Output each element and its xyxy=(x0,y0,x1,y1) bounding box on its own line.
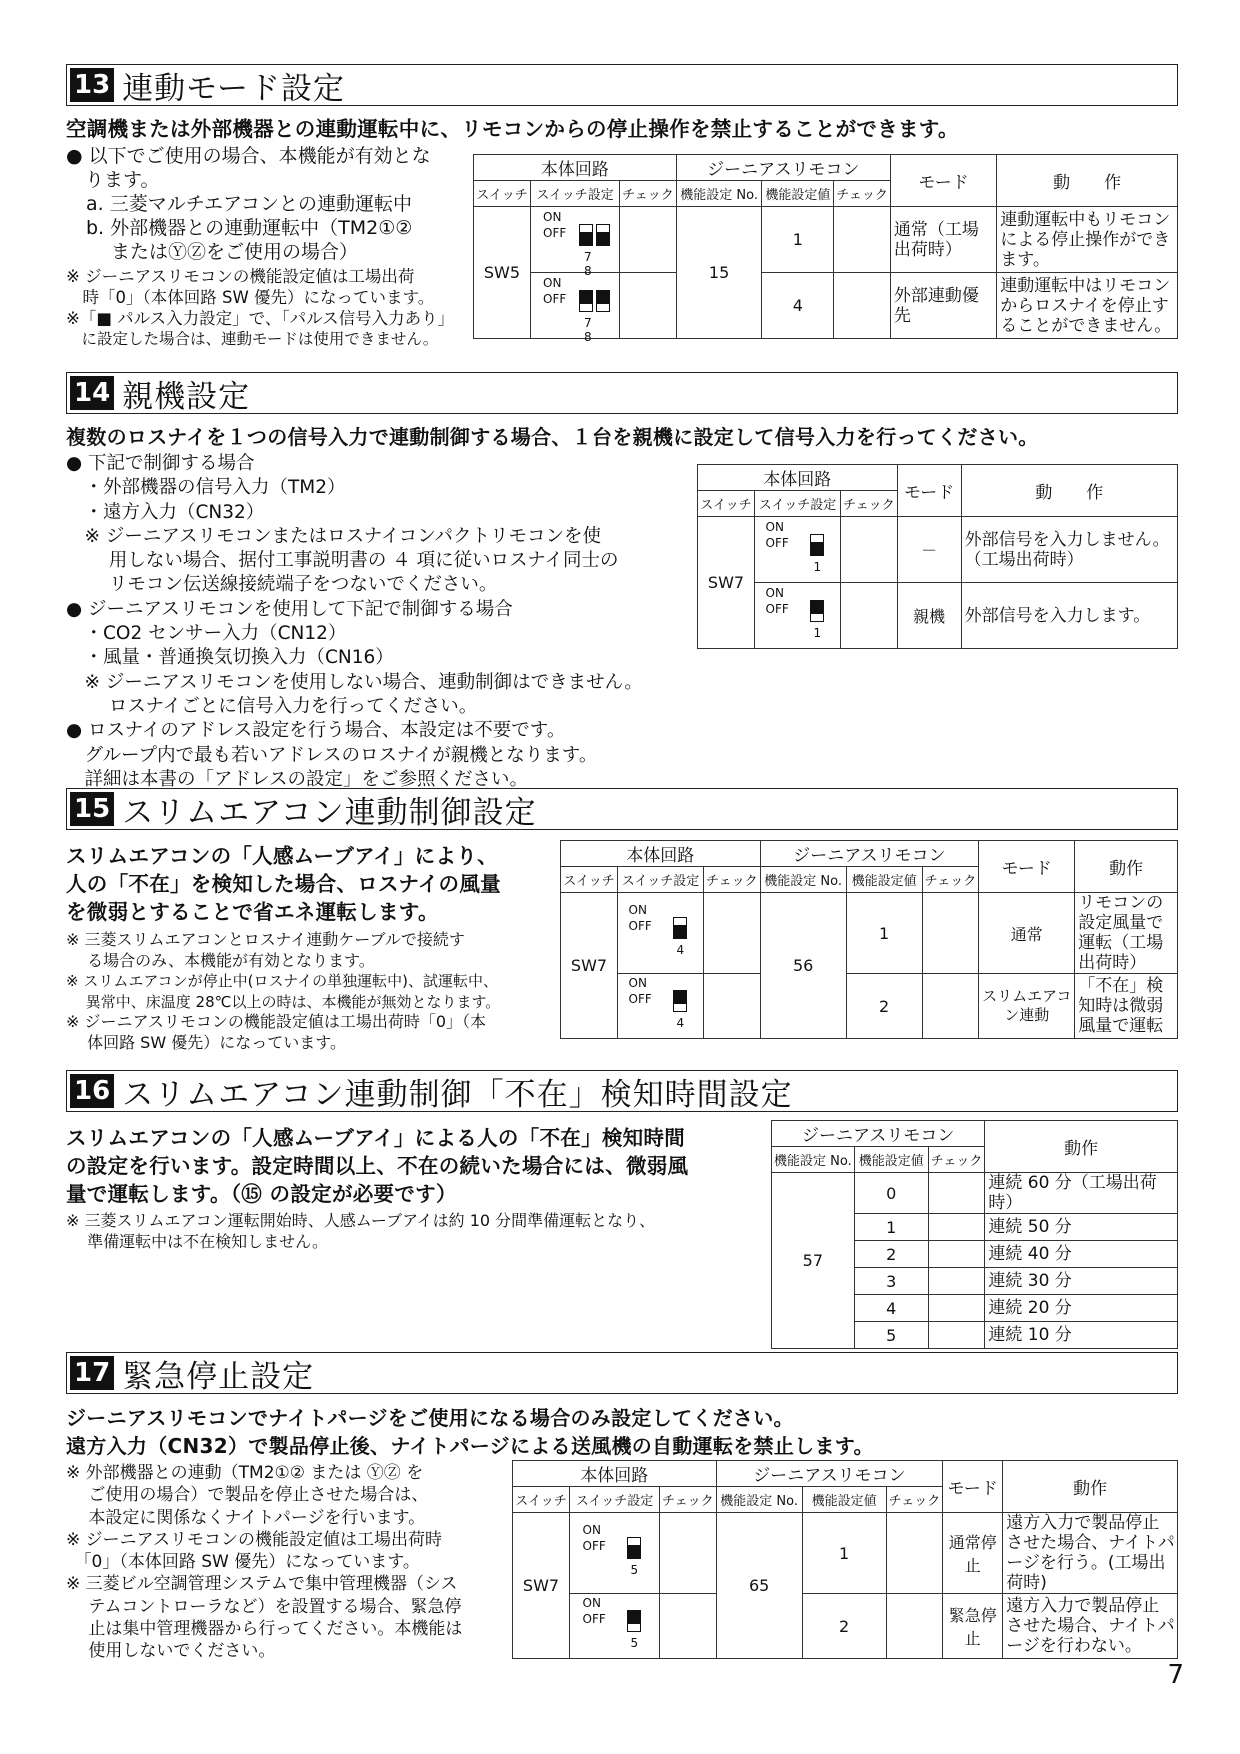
func-no-cell: 57 xyxy=(772,1173,855,1349)
header-body-circuit: 本体回路 xyxy=(474,155,677,181)
note-line: 止は集中管理機器から行ってください。本機能は xyxy=(66,1619,463,1640)
note-line: ※ 三菱スリムエアコンとロスナイ連動ケーブルで接続す xyxy=(66,930,465,949)
func-value-cell: 2 xyxy=(802,1594,886,1659)
section-14-table xyxy=(697,464,1178,649)
check-cell xyxy=(922,974,979,1039)
text-line: ● ロスナイのアドレス設定を行う場合、本設定は不要です。 xyxy=(66,720,566,742)
check-cell xyxy=(928,1214,985,1241)
note-line: ※ 外部機器との連動（TM2①② または ⓎⓏ を xyxy=(66,1463,424,1483)
dip-on-label: ON xyxy=(765,519,784,534)
dip-switch xyxy=(618,974,704,1039)
text-line: ロスナイごとに信号入力を行ってください。 xyxy=(66,695,478,717)
note-line: ※ ジーニアスリモコンの機能設定値は工場出荷時 xyxy=(66,1529,442,1550)
dip-lever xyxy=(579,290,593,312)
header-switch-setting: スイッチ設定 xyxy=(618,867,704,893)
check-cell xyxy=(922,893,979,974)
section-15-header xyxy=(66,788,1178,830)
mode-cell: 通常（工場出荷時） xyxy=(890,207,996,273)
header-func-no: 機能設定 No. xyxy=(760,867,846,893)
item-line: またはⓎⓏをご使用の場合） xyxy=(86,241,359,263)
dip-lever xyxy=(627,1537,641,1559)
dip-on-label: ON xyxy=(582,1596,601,1610)
dip-pin-number: 1 xyxy=(813,625,822,640)
check-cell xyxy=(660,1594,717,1659)
text-line: ※ ジーニアスリモコンまたはロスナイコンパクトリモコンを使 xyxy=(66,525,601,547)
section-15-table xyxy=(560,840,1178,1039)
header-check: チェック xyxy=(704,867,761,893)
mode-cell: スリムエアコン連動 xyxy=(979,974,1075,1039)
check-cell xyxy=(886,1513,943,1594)
section-title: 緊急停止設定 xyxy=(122,1358,315,1395)
header-check: チェック xyxy=(928,1147,985,1173)
lead-line: ジーニアスリモコンでナイトパージをご使用になる場合のみ設定してください。 xyxy=(66,1406,794,1430)
section-number: 14 xyxy=(70,376,114,410)
action-cell: 連続 10 分 xyxy=(985,1322,1178,1349)
text-line: ・遠方入力（CN32） xyxy=(66,501,265,523)
section-16-header xyxy=(66,1070,1178,1112)
func-value-cell: 4 xyxy=(762,273,834,339)
dip-on-label: ON xyxy=(628,903,647,917)
dip-lever xyxy=(627,1610,641,1632)
dip-switch xyxy=(530,207,619,278)
check-cell xyxy=(620,207,677,273)
section-number: 13 xyxy=(70,68,114,102)
section-14-body xyxy=(66,452,696,792)
header-switch-setting: スイッチ設定 xyxy=(530,181,619,207)
section-title: 連動モード設定 xyxy=(122,70,345,107)
section-number: 16 xyxy=(70,1074,114,1108)
action-cell: 遠方入力で製品停止させた場合、ナイトパージを行わない。 xyxy=(1003,1594,1178,1659)
section-16-lead xyxy=(66,1124,766,1208)
func-value-cell: 3 xyxy=(854,1268,928,1295)
dip-lever xyxy=(579,224,593,246)
dip-off-label: OFF xyxy=(628,992,652,1006)
dip-off-label: OFF xyxy=(628,919,652,933)
dip-switch xyxy=(530,273,619,344)
dip-switch xyxy=(570,1513,660,1594)
header-func-no: 機能設定 No. xyxy=(676,181,762,207)
header-remote: ジーニアスリモコン xyxy=(716,1461,943,1487)
dip-switch xyxy=(618,893,704,974)
mode-cell: 通常 xyxy=(979,893,1075,974)
action-cell: 連続 50 分 xyxy=(985,1214,1178,1241)
header-func-value: 機能設定値 xyxy=(846,867,922,893)
func-no-cell: 15 xyxy=(676,207,762,339)
section-title: スリムエアコン連動制御「不在」検知時間設定 xyxy=(122,1076,793,1113)
header-action: 動作 xyxy=(1075,841,1178,893)
func-value-cell: 1 xyxy=(854,1214,928,1241)
mode-cell: 緊急停止 xyxy=(943,1594,1003,1659)
dip-lever xyxy=(596,290,610,312)
section-13-table xyxy=(473,154,1178,344)
header-func-value: 機能設定値 xyxy=(762,181,834,207)
func-value-cell: 0 xyxy=(854,1173,928,1214)
dip-off-label: OFF xyxy=(582,1612,606,1626)
dip-pin-number: 4 xyxy=(676,943,685,957)
note-line: 本設定に関係なくナイトパージを行います。 xyxy=(66,1507,426,1528)
text-line: ※ ジーニアスリモコンを使用しない場合、連動制御はできません。 xyxy=(66,671,643,693)
header-action: 動 作 xyxy=(961,465,1177,517)
check-cell xyxy=(620,273,677,339)
header-mode: モード xyxy=(943,1461,1003,1513)
func-value-cell: 2 xyxy=(846,974,922,1039)
header-switch-setting: スイッチ設定 xyxy=(755,491,841,517)
action-cell: 連続 20 分 xyxy=(985,1295,1178,1322)
action-cell: 連続 40 分 xyxy=(985,1241,1178,1268)
text-line: ・外部機器の信号入力（TM2） xyxy=(66,477,346,499)
dip-lever xyxy=(810,534,824,556)
dip-on-label: ON xyxy=(628,976,647,990)
check-cell xyxy=(841,583,898,649)
dip-pin-numbers: 7 8 xyxy=(584,315,592,344)
mode-cell: 通常停止 xyxy=(943,1513,1003,1594)
section-14-lead: 複数のロスナイを１つの信号入力で連動制御する場合、１台を親機に設定して信号入力を行ってください。 xyxy=(66,425,1039,449)
dip-switch xyxy=(755,517,841,583)
section-15-lead xyxy=(66,842,566,926)
section-14-header xyxy=(66,372,1178,414)
mode-cell: 親機 xyxy=(897,583,961,649)
section-17-lead xyxy=(66,1404,1176,1460)
note-line: に設定した場合は、連動モードは使用できません。 xyxy=(66,330,439,348)
section-13-body xyxy=(66,144,476,264)
dip-lever xyxy=(673,990,687,1012)
note-line: ご使用の場合）で製品を停止させた場合は、 xyxy=(66,1485,429,1506)
check-cell xyxy=(928,1295,985,1322)
section-13-lead: 空調機または外部機器との連動運転中に、リモコンからの停止操作を禁止することができます。 xyxy=(66,117,959,141)
lead-line: 人の「不在」を検知した場合、ロスナイの風量 xyxy=(66,872,501,896)
note-line: テムコントローラなど）を設置する場合、緊急停 xyxy=(66,1596,462,1617)
header-action: 動 作 xyxy=(997,155,1178,207)
lead-line: 量で運転します。（⑮ の設定が必要です） xyxy=(66,1182,457,1206)
func-value-cell: 1 xyxy=(802,1513,886,1594)
action-cell: 「不在」検知時は微弱風量で運転 xyxy=(1075,974,1178,1039)
header-func-no: 機能設定 No. xyxy=(716,1487,802,1513)
dip-on-label: ON xyxy=(582,1523,601,1537)
section-16-table xyxy=(771,1120,1178,1349)
header-switch: スイッチ xyxy=(561,867,618,893)
section-16-notes xyxy=(66,1210,766,1252)
bullet-line: ● 以下でご使用の場合、本機能が有効とな xyxy=(66,145,431,167)
text-line: 詳細は本書の「アドレスの設定」をご参照ください。 xyxy=(66,768,528,790)
header-switch: スイッチ xyxy=(513,1487,570,1513)
action-cell: 連動運転中はリモコンからロスナイを停止することができません。 xyxy=(997,273,1178,339)
lead-line: スリムエアコンの「人感ムーブアイ」による人の「不在」検知時間 xyxy=(66,1126,686,1150)
action-cell: 外部信号を入力しません。（工場出荷時） xyxy=(961,517,1177,583)
check-cell xyxy=(704,893,761,974)
action-cell: 連動運転中もリモコンによる停止操作ができます。 xyxy=(997,207,1178,273)
text-line: グループ内で最も若いアドレスのロスナイが親機となります。 xyxy=(66,744,598,766)
check-cell xyxy=(834,207,891,273)
text-line: 用しない場合、据付工事説明書の ４ 項に従いロスナイ同士の xyxy=(66,550,619,572)
header-switch-setting: スイッチ設定 xyxy=(570,1487,660,1513)
dip-lever xyxy=(596,224,610,246)
note-line: ※「■ パルス入力設定」で、「パルス信号入力あり」 xyxy=(66,309,455,328)
section-15-notes xyxy=(66,930,566,1053)
header-func-no: 機能設定 No. xyxy=(772,1147,855,1173)
header-check: チェック xyxy=(620,181,677,207)
header-body-circuit: 本体回路 xyxy=(513,1461,717,1487)
dip-on-label: ON xyxy=(543,209,562,224)
note-line: ※ ジーニアスリモコンの機能設定値は工場出荷時「0」（本 xyxy=(66,1012,487,1031)
dip-pin-number: 5 xyxy=(630,1563,639,1577)
dip-off-label: OFF xyxy=(582,1539,606,1553)
section-17-table xyxy=(512,1460,1178,1659)
action-cell: 遠方入力で製品停止させた場合、ナイトパージを行う。(工場出荷時) xyxy=(1003,1513,1178,1594)
action-cell: リモコンの設定風量で運転（工場出荷時） xyxy=(1075,893,1178,974)
header-switch: スイッチ xyxy=(474,181,531,207)
section-17-header xyxy=(66,1352,1178,1394)
note-line: 体回路 SW 優先）になっています。 xyxy=(66,1032,346,1052)
dip-lever xyxy=(810,600,824,622)
text-line: ● ジーニアスリモコンを使用して下記で制御する場合 xyxy=(66,598,513,620)
note-line: 「0」（本体回路 SW 優先）になっています。 xyxy=(66,1552,420,1573)
switch-cell: SW7 xyxy=(561,893,618,1039)
header-remote: ジーニアスリモコン xyxy=(772,1121,985,1147)
item-line: a. 三菱マルチエアコンとの連動運転中 xyxy=(86,193,413,215)
header-check: チェック xyxy=(834,181,891,207)
section-title: 親機設定 xyxy=(122,378,251,415)
header-action: 動作 xyxy=(1003,1461,1178,1513)
func-value-cell: 4 xyxy=(854,1295,928,1322)
text-line: ・CO2 センサー入力（CN12） xyxy=(66,623,347,645)
dip-pin-number: 5 xyxy=(630,1636,639,1650)
check-cell xyxy=(928,1322,985,1349)
mode-cell: － xyxy=(897,517,961,583)
section-17-notes xyxy=(66,1462,516,1663)
header-remote: ジーニアスリモコン xyxy=(676,155,890,181)
dip-lever xyxy=(673,917,687,939)
check-cell xyxy=(886,1594,943,1659)
bullet-line: ります。 xyxy=(66,169,160,191)
header-check: チェック xyxy=(841,491,898,517)
note-line: 準備運転中は不在検知しません。 xyxy=(66,1232,329,1251)
dip-on-label: ON xyxy=(765,585,784,600)
header-check: チェック xyxy=(886,1487,943,1513)
func-value-cell: 1 xyxy=(762,207,834,273)
note-line: ※ ジーニアスリモコンの機能設定値は工場出荷 xyxy=(66,267,415,286)
check-cell xyxy=(928,1268,985,1295)
func-value-cell: 2 xyxy=(854,1241,928,1268)
lead-line: の設定を行います。設定時間以上、不在の続いた場合には、微弱風 xyxy=(66,1154,689,1178)
section-13-header xyxy=(66,64,1178,106)
switch-cell: SW5 xyxy=(474,207,531,339)
action-cell: 連続 60 分（工場出荷時） xyxy=(985,1173,1178,1214)
dip-pin-numbers: 7 8 xyxy=(584,249,592,278)
note-line: る場合のみ、本機能が有効となります。 xyxy=(66,950,375,970)
header-check: チェック xyxy=(922,867,979,893)
mode-cell: 外部連動優先 xyxy=(890,273,996,339)
func-value-cell: 5 xyxy=(854,1322,928,1349)
header-mode: モード xyxy=(897,465,961,517)
dip-pin-number: 1 xyxy=(813,559,822,574)
header-func-value: 機能設定値 xyxy=(802,1487,886,1513)
note-line: 異常中、床温度 28℃以上の時は、本機能が無効となります。 xyxy=(66,992,501,1011)
header-func-value: 機能設定値 xyxy=(854,1147,928,1173)
check-cell xyxy=(704,974,761,1039)
header-check: チェック xyxy=(660,1487,717,1513)
section-number: 17 xyxy=(70,1356,114,1390)
dip-off-label: OFF xyxy=(543,225,567,240)
header-body-circuit: 本体回路 xyxy=(698,465,898,491)
item-line: b. 外部機器との連動運転中（TM2①② xyxy=(86,217,413,239)
note-line: ※ 三菱スリムエアコン運転開始時、人感ムーブアイは約 10 分間準備運転となり、 xyxy=(66,1211,656,1230)
lead-line: 遠方入力（CN32）で製品停止後、ナイトパージによる送風機の自動運転を禁止します。 xyxy=(66,1434,874,1458)
check-cell xyxy=(928,1173,985,1214)
func-value-cell: 1 xyxy=(846,893,922,974)
section-title: スリムエアコン連動制御設定 xyxy=(122,794,537,831)
section-number: 15 xyxy=(70,792,114,826)
text-line: リモコン伝送線接続端子をつないでください。 xyxy=(66,574,498,596)
func-no-cell: 56 xyxy=(760,893,846,1039)
header-switch: スイッチ xyxy=(698,491,755,517)
dip-on-label: ON xyxy=(543,275,562,290)
func-no-cell: 65 xyxy=(716,1513,802,1659)
dip-switch xyxy=(755,583,841,649)
action-cell: 連続 30 分 xyxy=(985,1268,1178,1295)
page-number: 7 xyxy=(1167,1660,1184,1690)
check-cell xyxy=(834,273,891,339)
switch-cell: SW7 xyxy=(698,517,755,649)
check-cell xyxy=(928,1241,985,1268)
text-line: ● 下記で制御する場合 xyxy=(66,453,255,474)
note-line: ※ 三菱ビル空調管理システムで集中管理機器（シス xyxy=(66,1574,458,1595)
dip-off-label: OFF xyxy=(765,535,789,550)
action-cell: 外部信号を入力します。 xyxy=(961,583,1177,649)
check-cell xyxy=(660,1513,717,1594)
note-line: 時「0」（本体回路 SW 優先）になっています。 xyxy=(66,288,435,307)
note-line: ※ スリムエアコンが停止中(ロスナイの単独運転中)、試運転中、 xyxy=(66,972,498,990)
header-remote: ジーニアスリモコン xyxy=(760,841,979,867)
header-mode: モード xyxy=(890,155,996,207)
text-line: ・風量・普通換気切換入力（CN16） xyxy=(66,647,394,669)
note-line: 使用しないでください。 xyxy=(66,1641,276,1662)
dip-switch xyxy=(570,1594,660,1659)
check-cell xyxy=(841,517,898,583)
section-13-notes xyxy=(66,266,476,350)
dip-off-label: OFF xyxy=(765,601,789,616)
lead-line: スリムエアコンの「人感ムーブアイ」により、 xyxy=(66,844,498,868)
switch-cell: SW7 xyxy=(513,1513,570,1659)
dip-off-label: OFF xyxy=(543,291,567,306)
dip-pin-number: 4 xyxy=(676,1016,685,1030)
header-mode: モード xyxy=(979,841,1075,893)
header-action: 動作 xyxy=(985,1121,1178,1173)
header-body-circuit: 本体回路 xyxy=(561,841,761,867)
lead-line: を微弱とすることで省エネ運転します。 xyxy=(66,900,439,924)
